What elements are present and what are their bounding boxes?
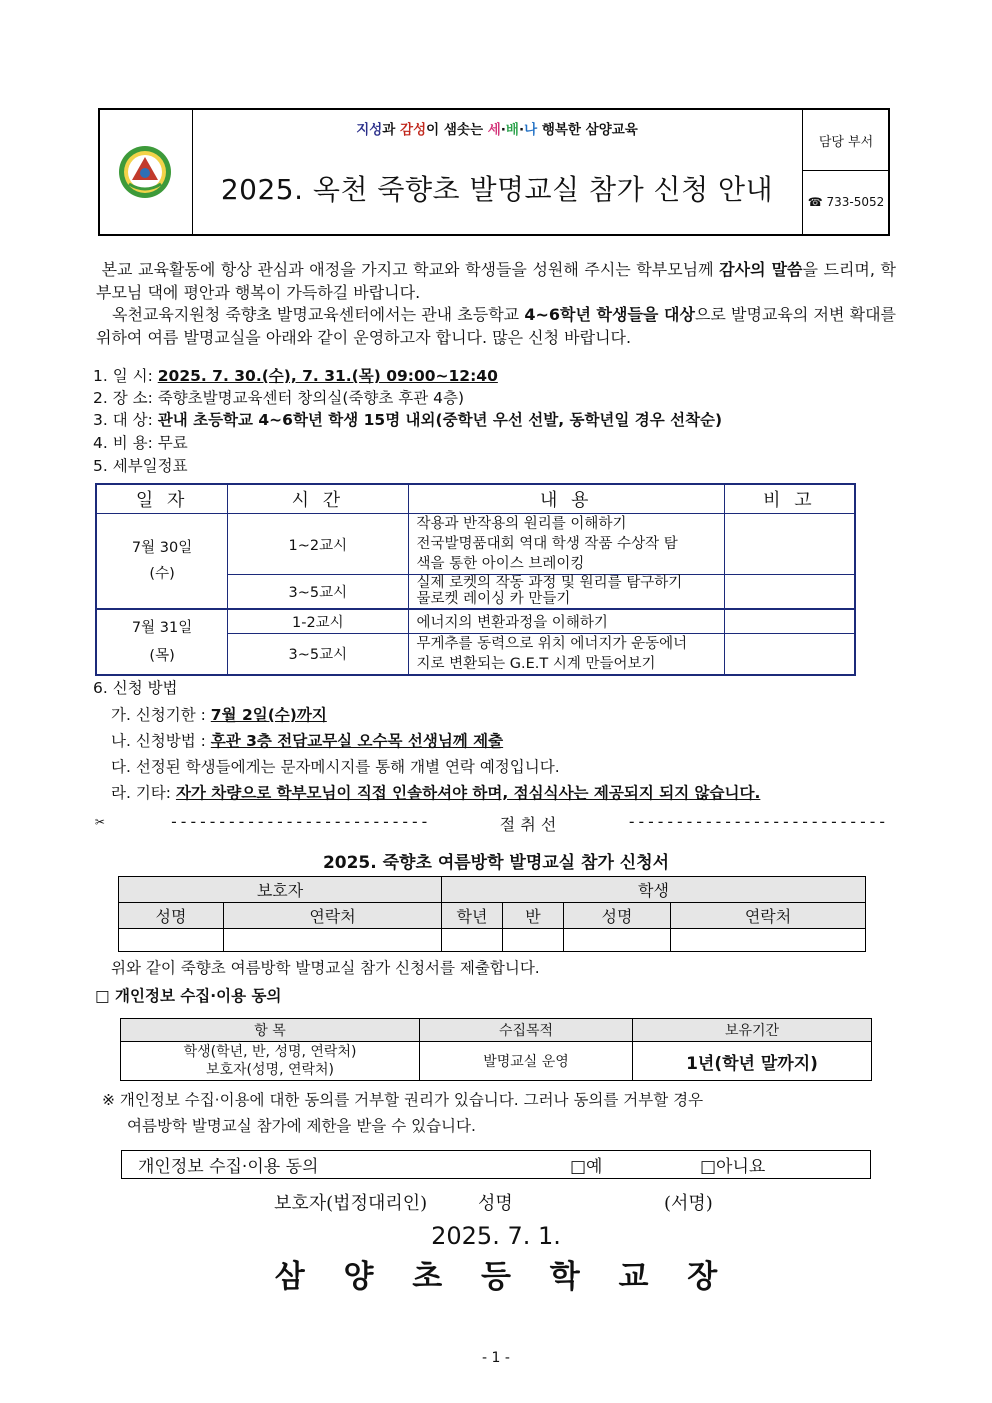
schedule-content bbox=[408, 575, 724, 609]
schedule-note bbox=[724, 633, 855, 675]
apply-method bbox=[111, 730, 503, 753]
intro-text: 본교 교육활동에 항상 관심과 애정을 가지고 학교와 학생들을 성원해 주시는 학부모님께 bbox=[101, 260, 720, 279]
schedule-note bbox=[724, 514, 855, 575]
privacy-item-line: 보호자(성명, 연락처) bbox=[205, 1062, 335, 1078]
intro-emphasis: 감사의 말씀 bbox=[719, 260, 803, 279]
apply-label: 라. 기타: bbox=[111, 784, 176, 802]
signature-guardian-label: 보호자(법정대리인) bbox=[274, 1193, 428, 1214]
privacy-item-line: 학생(학년, 반, 성명, 연락처) bbox=[183, 1044, 357, 1060]
slogan-part: · bbox=[500, 122, 506, 138]
schedule-day: 7월 31일 bbox=[131, 619, 193, 636]
content-line: 무게추를 동력으로 위치 에너지가 운동에너 bbox=[416, 635, 688, 652]
apply-label: 나. 신청방법 : bbox=[111, 732, 211, 750]
schedule-content: 에너지의 변환과정을 이해하기 bbox=[408, 609, 724, 634]
apply-value: 7월 2일(수)까지 bbox=[210, 706, 327, 724]
cut-label: 절 취 선 bbox=[499, 815, 557, 834]
item-place: 2. 장 소: 죽향초발명교육센터 창의실(죽향초 후관 4층) bbox=[93, 389, 464, 407]
apply-other bbox=[111, 782, 760, 805]
schedule-time: 3~5교시 bbox=[228, 633, 408, 675]
intro-paragraph-2 bbox=[96, 303, 896, 349]
schedule-header: 비 고 bbox=[724, 484, 855, 514]
student-contact-field[interactable] bbox=[671, 929, 866, 952]
item-date bbox=[93, 365, 498, 388]
consent-label: 개인정보 수집·이용 동의 bbox=[122, 1151, 570, 1179]
item-value: 관내 초등학교 4~6학년 학생 15명 내외(중학년 우선 선발, 동학년일 경우 선착순) bbox=[157, 411, 723, 429]
apply-notice: 다. 선정된 학생들에게는 문자메시지를 통해 개별 연락 예정입니다. bbox=[111, 758, 560, 776]
form-title: 2025. 죽향초 여름방학 발명교실 참가 신청서 bbox=[322, 853, 670, 873]
student-class-field[interactable] bbox=[503, 929, 564, 952]
schedule-day: 7월 30일 bbox=[131, 539, 193, 556]
form-group-header: 학생 bbox=[442, 877, 866, 903]
form-statement: 위와 같이 죽향초 여름방학 발명교실 참가 신청서를 제출합니다. bbox=[111, 959, 540, 977]
intro-emphasis: 4~6학년 학생들을 대상 bbox=[524, 305, 695, 324]
logo-cell bbox=[100, 110, 193, 234]
content-line: 실제 로켓의 작동 과정 및 원리를 탐구하기 bbox=[416, 575, 683, 592]
privacy-items bbox=[121, 1042, 420, 1081]
guardian-contact-field[interactable] bbox=[224, 929, 442, 952]
item-schedule-title: 5. 세부일정표 bbox=[93, 457, 188, 475]
header-box bbox=[98, 108, 890, 236]
signature-sign-label[interactable]: (서명) bbox=[664, 1193, 713, 1214]
slogan-part: 나 bbox=[524, 122, 538, 138]
slogan-part: 배 bbox=[505, 122, 519, 138]
slogan-part: 과 bbox=[382, 122, 401, 138]
content-line: 색을 통한 아이스 브레이킹 bbox=[416, 556, 585, 572]
schedule-header: 내 용 bbox=[408, 484, 724, 514]
school-logo bbox=[117, 144, 173, 200]
header-center bbox=[192, 110, 802, 234]
form-col-header: 연락처 bbox=[224, 903, 442, 929]
schedule-day-cell bbox=[96, 514, 228, 609]
form-col-header: 학년 bbox=[442, 903, 503, 929]
slogan bbox=[192, 118, 802, 138]
privacy-header: 항 목 bbox=[121, 1019, 420, 1042]
privacy-note-2: 여름방학 발명교실 참가에 제한을 받을 수 있습니다. bbox=[127, 1117, 476, 1135]
form-col-header: 성명 bbox=[564, 903, 671, 929]
slogan-part: 감성 bbox=[400, 122, 427, 138]
slogan-part: · bbox=[518, 122, 525, 138]
content-line: 지로 변환되는 G.E.T 시계 만들어보기 bbox=[416, 655, 656, 672]
schedule-time: 3~5교시 bbox=[228, 575, 408, 609]
schedule-note bbox=[724, 575, 855, 609]
schedule-day-cell bbox=[96, 609, 228, 675]
schedule-dow: (수) bbox=[149, 565, 175, 582]
item-target bbox=[93, 409, 722, 432]
form-col-header: 반 bbox=[503, 903, 564, 929]
issue-date: 2025. 7. 1. bbox=[431, 1222, 561, 1250]
document-title: 2025. 옥천 죽향초 발명교실 참가 신청 안내 bbox=[220, 173, 774, 206]
guardian-name-field[interactable] bbox=[119, 929, 224, 952]
item-label: 3. 대 상: bbox=[93, 411, 158, 429]
apply-value: 자가 차량으로 학부모님이 직접 인솔하셔야 하며, 점심식사는 제공되지 되지 않습니다. bbox=[175, 784, 761, 802]
intro-text: 으로 발명교육의 저변 확대를 위하여 여름 발명교실을 아래와 같이 운영하고자 합니다. 많은 신청 바랍니다. bbox=[96, 305, 896, 347]
slogan-part: 세 bbox=[487, 122, 501, 138]
intro-paragraph-1 bbox=[96, 258, 896, 304]
student-grade-field[interactable] bbox=[442, 929, 503, 952]
slogan-part: 지성 bbox=[356, 122, 383, 138]
form-group-header: 보호자 bbox=[119, 877, 442, 903]
phone-number: ☎ 733-5052 bbox=[807, 195, 885, 209]
page-number: - 1 - bbox=[482, 1350, 510, 1366]
signature-name-label: 성명 bbox=[478, 1193, 513, 1214]
content-line: 전국발명품대회 역대 학생 작품 수상작 탐 bbox=[416, 536, 678, 552]
apply-value: 후관 3층 전담교무실 오수목 선생님께 제출 bbox=[210, 732, 504, 750]
content-line: 물로켓 레이싱 카 만들기 bbox=[416, 591, 571, 608]
privacy-header: 수집목적 bbox=[420, 1019, 633, 1042]
schedule-time: 1-2교시 bbox=[228, 609, 408, 634]
principal-title: 삼 양 초 등 학 교 장 bbox=[274, 1259, 732, 1295]
contact-cell bbox=[802, 110, 889, 234]
schedule-dow: (목) bbox=[149, 647, 175, 664]
schedule-header: 시 간 bbox=[228, 484, 408, 514]
schedule-header: 일 자 bbox=[96, 484, 228, 514]
item-cost: 4. 비 용: 무료 bbox=[93, 434, 188, 452]
intro-text: 옥천교육지원청 죽향초 발명교육센터에서는 관내 초등학교 bbox=[112, 305, 525, 324]
item-label: 1. 일 시: bbox=[93, 367, 158, 385]
cut-dashes: --------------------------- bbox=[626, 812, 887, 831]
consent-no-checkbox[interactable]: □아니요 bbox=[699, 1151, 871, 1179]
consent-box bbox=[121, 1150, 871, 1179]
scissors-icon: ✂ bbox=[95, 812, 105, 831]
slogan-part: 이 샘솟는 bbox=[426, 122, 488, 138]
schedule-content bbox=[408, 633, 724, 675]
application-form-table bbox=[118, 876, 866, 952]
item-value: 2025. 7. 30.(수), 7. 31.(목) 09:00~12:40 bbox=[157, 367, 498, 385]
privacy-title: □ 개인정보 수집·이용 동의 bbox=[95, 987, 282, 1005]
department-label: 담당 부서 bbox=[803, 110, 889, 171]
apply-label: 가. 신청기한 : bbox=[111, 706, 211, 724]
apply-deadline bbox=[111, 704, 327, 727]
privacy-table bbox=[120, 1018, 872, 1081]
privacy-period: 1년(학년 말까지) bbox=[633, 1042, 872, 1081]
slogan-part: 행복한 삼양교육 bbox=[537, 122, 638, 138]
schedule-note bbox=[724, 609, 855, 634]
cut-line bbox=[95, 812, 887, 835]
schedule-time: 1~2교시 bbox=[228, 514, 408, 575]
consent-yes-checkbox[interactable]: □예 bbox=[569, 1151, 699, 1179]
schedule-content bbox=[408, 514, 724, 575]
student-name-field[interactable] bbox=[564, 929, 671, 952]
schedule-table bbox=[95, 483, 856, 676]
privacy-header: 보유기간 bbox=[633, 1019, 872, 1042]
privacy-note-1: ※ 개인정보 수집·이용에 대한 동의를 거부할 권리가 있습니다. 그러나 동의를 거부할 경우 bbox=[102, 1091, 704, 1109]
apply-title: 6. 신청 방법 bbox=[93, 679, 178, 697]
form-col-header: 연락처 bbox=[671, 903, 866, 929]
cut-dashes: --------------------------- bbox=[169, 812, 430, 831]
form-col-header: 성명 bbox=[119, 903, 224, 929]
content-line: 작용과 반작용의 원리를 이해하기 bbox=[416, 516, 627, 532]
intro-text: 을 드리며, 학부모님 댁에 평안과 행복이 가득하길 바랍니다. bbox=[96, 260, 896, 302]
privacy-purpose: 발명교실 운영 bbox=[420, 1042, 633, 1081]
